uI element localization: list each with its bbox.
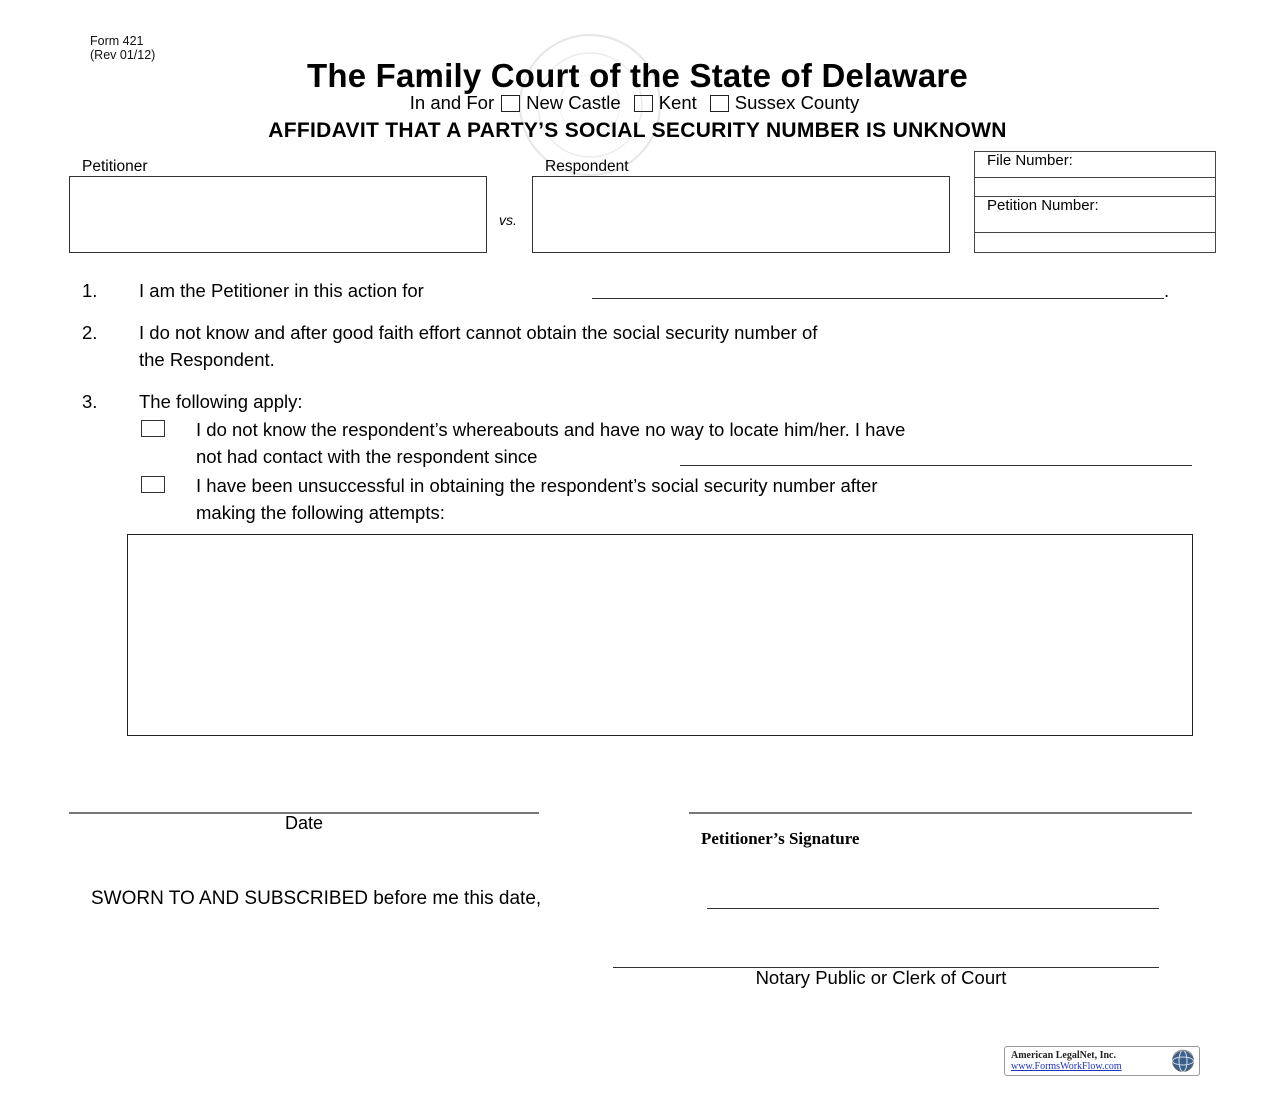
item-1-action-field[interactable] (592, 298, 1164, 299)
new-castle-label: New Castle (526, 92, 621, 113)
page-title: The Family Court of the State of Delaware (307, 57, 968, 94)
item-2-text (139, 319, 817, 373)
county-option-kent[interactable] (627, 92, 697, 114)
item-1-text: I am the Petitioner in this action for (139, 280, 424, 301)
petitioner-signature-line[interactable] (689, 812, 1192, 814)
whereabouts-line-1: I do not know the respondent’s whereabouts and have no way to locate him/her. I have (196, 419, 906, 440)
in-and-for-label: In and For (409, 92, 495, 113)
item-3-number: 3. (82, 391, 98, 412)
petitioner-label: Petitioner (82, 158, 148, 175)
form-revision: (Rev 01/12) (90, 48, 156, 62)
respondent-label: Respondent (545, 158, 629, 175)
county-option-sussex[interactable] (703, 92, 859, 114)
vs-label: vs. (499, 212, 517, 228)
date-label: Date (284, 813, 324, 833)
whereabouts-unknown-checkbox[interactable] (141, 420, 165, 437)
item-3-text: The following apply: (139, 391, 303, 412)
file-number-label: File Number: (987, 152, 1073, 169)
notary-label: Notary Public or Clerk of Court (755, 967, 1007, 988)
kent-checkbox[interactable] (634, 95, 653, 112)
item-1-period: . (1164, 280, 1170, 301)
file-number-field[interactable] (975, 178, 1215, 196)
legalnet-badge[interactable] (1004, 1046, 1200, 1076)
attempts-line-1: I have been unsuccessful in obtaining the respondent’s social security number after (196, 475, 878, 496)
sworn-date-field[interactable] (707, 908, 1159, 909)
petitioner-signature-label: Petitioner’s Signature (701, 829, 860, 848)
sworn-text: SWORN TO AND SUBSCRIBED before me this date, (91, 888, 542, 909)
attempts-textarea[interactable] (127, 534, 1193, 736)
item-2-line-1: I do not know and after good faith effort cannot obtain the social security number of (139, 322, 818, 343)
globe-logo-icon (1171, 1049, 1195, 1073)
unsuccessful-attempts-checkbox[interactable] (141, 476, 165, 493)
form-subtitle: AFFIDAVIT THAT A PARTY’S SOCIAL SECURITY NUMBER IS UNKNOWN (268, 119, 1007, 142)
sussex-label: Sussex County (734, 92, 860, 113)
last-contact-date-field[interactable] (680, 465, 1192, 466)
form-number: Form 421 (90, 34, 144, 48)
item-2-line-2: the Respondent. (139, 349, 275, 370)
petitioner-field[interactable] (69, 176, 487, 253)
whereabouts-line-2: not had contact with the respondent since (196, 446, 538, 467)
county-selector (0, 92, 1275, 114)
attempts-line-2: making the following attempts: (196, 502, 445, 523)
whereabouts-unknown-text (196, 416, 905, 470)
respondent-field[interactable] (532, 176, 950, 253)
petition-number-field[interactable] (975, 233, 1215, 252)
kent-label: Kent (658, 92, 697, 113)
petition-number-label: Petition Number: (987, 197, 1099, 214)
sussex-checkbox[interactable] (710, 95, 729, 112)
county-option-new-castle[interactable] (494, 92, 621, 114)
item-1-number: 1. (82, 280, 98, 301)
item-2-number: 2. (82, 322, 98, 343)
badge-company: American LegalNet, Inc. (1011, 1050, 1116, 1061)
new-castle-checkbox[interactable] (501, 95, 520, 112)
badge-url-link[interactable]: www.FormsWorkFlow.com (1011, 1061, 1122, 1072)
case-number-box (974, 151, 1216, 253)
unsuccessful-attempts-text (196, 472, 877, 526)
